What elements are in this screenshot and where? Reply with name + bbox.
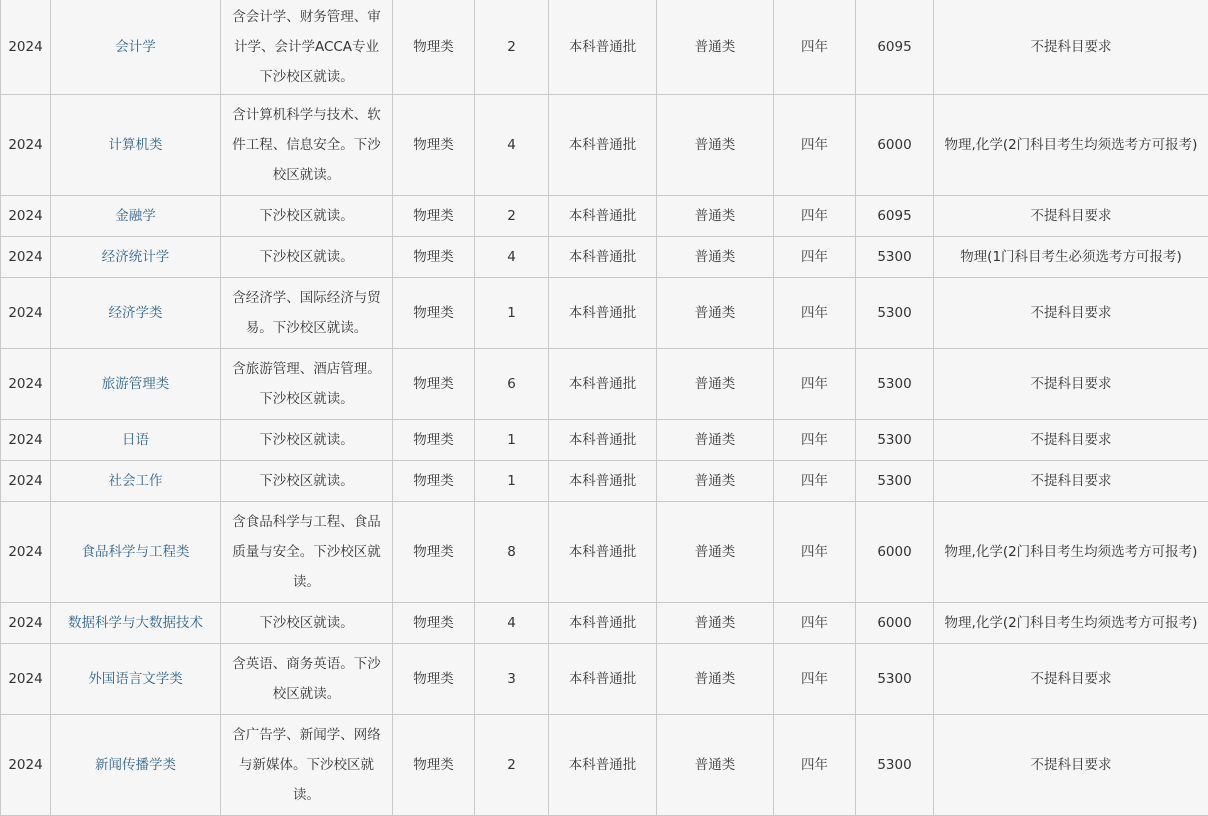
major-cell (51, 0, 221, 95)
table-body (1, 0, 1208, 816)
table-row (1, 461, 1208, 502)
remark-cell: 下沙校区就读。 (221, 420, 393, 461)
major-link[interactable]: 数据科学与大数据技术 (68, 615, 203, 631)
table-row (1, 196, 1208, 237)
tuition-cell: 5300 (856, 420, 934, 461)
tuition-cell: 6095 (856, 0, 934, 95)
table-row (1, 0, 1208, 95)
table-row (1, 349, 1208, 420)
remark-cell: 含会计学、财务管理、审计学、会计学ACCA专业下沙校区就读。 (221, 0, 393, 95)
batch-cell: 本科普通批 (549, 278, 657, 349)
plan-count-cell: 4 (475, 603, 549, 644)
major-link[interactable]: 社会工作 (109, 473, 163, 489)
duration-cell: 四年 (774, 603, 856, 644)
tuition-cell: 5300 (856, 461, 934, 502)
plan-count-cell: 1 (475, 278, 549, 349)
year-cell: 2024 (1, 420, 51, 461)
year-cell: 2024 (1, 603, 51, 644)
year-cell: 2024 (1, 502, 51, 603)
major-cell (51, 196, 221, 237)
remark-cell: 含经济学、国际经济与贸易。下沙校区就读。 (221, 278, 393, 349)
major-cell (51, 278, 221, 349)
plan-count-cell: 6 (475, 349, 549, 420)
tuition-cell: 5300 (856, 349, 934, 420)
major-link[interactable]: 经济学类 (109, 305, 163, 321)
subject-requirement-cell: 不提科目要求 (934, 349, 1208, 420)
plan-count-cell: 2 (475, 196, 549, 237)
remark-cell: 下沙校区就读。 (221, 196, 393, 237)
table-row (1, 237, 1208, 278)
remark-cell: 下沙校区就读。 (221, 461, 393, 502)
batch-cell: 本科普通批 (549, 349, 657, 420)
major-cell (51, 349, 221, 420)
tuition-cell: 5300 (856, 278, 934, 349)
major-link[interactable]: 会计学 (115, 39, 156, 55)
subject-type-cell: 物理类 (393, 278, 475, 349)
plan-count-cell: 4 (475, 95, 549, 196)
subject-requirement-cell: 不提科目要求 (934, 278, 1208, 349)
tuition-cell: 5300 (856, 715, 934, 816)
year-cell: 2024 (1, 278, 51, 349)
major-cell (51, 95, 221, 196)
subject-type-cell: 物理类 (393, 237, 475, 278)
major-cell (51, 502, 221, 603)
category-cell: 普通类 (657, 420, 774, 461)
batch-cell: 本科普通批 (549, 420, 657, 461)
table-row (1, 278, 1208, 349)
subject-type-cell: 物理类 (393, 502, 475, 603)
duration-cell: 四年 (774, 715, 856, 816)
subject-requirement-cell: 物理(1门科目考生必须选考方可报考) (934, 237, 1208, 278)
duration-cell: 四年 (774, 644, 856, 715)
year-cell: 2024 (1, 0, 51, 95)
tuition-cell: 6095 (856, 196, 934, 237)
plan-count-cell: 2 (475, 0, 549, 95)
major-link[interactable]: 日语 (122, 432, 149, 448)
category-cell: 普通类 (657, 715, 774, 816)
year-cell: 2024 (1, 461, 51, 502)
table-row (1, 420, 1208, 461)
subject-type-cell: 物理类 (393, 461, 475, 502)
tuition-cell: 6000 (856, 603, 934, 644)
major-link[interactable]: 旅游管理类 (102, 376, 170, 392)
category-cell: 普通类 (657, 0, 774, 95)
category-cell: 普通类 (657, 644, 774, 715)
subject-requirement-cell: 不提科目要求 (934, 0, 1208, 95)
category-cell: 普通类 (657, 196, 774, 237)
duration-cell: 四年 (774, 237, 856, 278)
tuition-cell: 5300 (856, 644, 934, 715)
plan-count-cell: 8 (475, 502, 549, 603)
duration-cell: 四年 (774, 278, 856, 349)
subject-type-cell: 物理类 (393, 95, 475, 196)
subject-type-cell: 物理类 (393, 196, 475, 237)
year-cell: 2024 (1, 196, 51, 237)
major-cell (51, 715, 221, 816)
batch-cell: 本科普通批 (549, 603, 657, 644)
batch-cell: 本科普通批 (549, 237, 657, 278)
major-link[interactable]: 新闻传播学类 (95, 757, 176, 773)
remark-cell: 含英语、商务英语。下沙校区就读。 (221, 644, 393, 715)
category-cell: 普通类 (657, 237, 774, 278)
batch-cell: 本科普通批 (549, 0, 657, 95)
table-row (1, 644, 1208, 715)
subject-requirement-cell: 不提科目要求 (934, 420, 1208, 461)
category-cell: 普通类 (657, 278, 774, 349)
major-cell (51, 237, 221, 278)
year-cell: 2024 (1, 349, 51, 420)
category-cell: 普通类 (657, 502, 774, 603)
duration-cell: 四年 (774, 349, 856, 420)
table-row (1, 95, 1208, 196)
duration-cell: 四年 (774, 95, 856, 196)
major-cell (51, 644, 221, 715)
major-link[interactable]: 计算机类 (109, 137, 163, 153)
major-link[interactable]: 经济统计学 (102, 249, 170, 265)
category-cell: 普通类 (657, 349, 774, 420)
category-cell: 普通类 (657, 461, 774, 502)
batch-cell: 本科普通批 (549, 196, 657, 237)
category-cell: 普通类 (657, 603, 774, 644)
duration-cell: 四年 (774, 461, 856, 502)
year-cell: 2024 (1, 237, 51, 278)
plan-count-cell: 3 (475, 644, 549, 715)
subject-requirement-cell: 不提科目要求 (934, 644, 1208, 715)
major-link[interactable]: 食品科学与工程类 (82, 544, 190, 560)
year-cell: 2024 (1, 715, 51, 816)
remark-cell: 下沙校区就读。 (221, 237, 393, 278)
major-link[interactable]: 外国语言文学类 (88, 671, 183, 687)
plan-count-cell: 1 (475, 420, 549, 461)
remark-cell: 含旅游管理、酒店管理。下沙校区就读。 (221, 349, 393, 420)
major-cell (51, 603, 221, 644)
table-row (1, 502, 1208, 603)
tuition-cell: 6000 (856, 502, 934, 603)
subject-requirement-cell: 物理,化学(2门科目考生均须选考方可报考) (934, 603, 1208, 644)
remark-cell: 含食品科学与工程、食品质量与安全。下沙校区就读。 (221, 502, 393, 603)
subject-type-cell: 物理类 (393, 644, 475, 715)
year-cell: 2024 (1, 95, 51, 196)
major-cell (51, 461, 221, 502)
batch-cell: 本科普通批 (549, 644, 657, 715)
subject-requirement-cell: 不提科目要求 (934, 196, 1208, 237)
remark-cell: 下沙校区就读。 (221, 603, 393, 644)
category-cell: 普通类 (657, 95, 774, 196)
duration-cell: 四年 (774, 502, 856, 603)
plan-count-cell: 1 (475, 461, 549, 502)
tuition-cell: 5300 (856, 237, 934, 278)
subject-type-cell: 物理类 (393, 420, 475, 461)
table-row (1, 715, 1208, 816)
batch-cell: 本科普通批 (549, 461, 657, 502)
major-cell (51, 420, 221, 461)
subject-requirement-cell: 不提科目要求 (934, 461, 1208, 502)
subject-type-cell: 物理类 (393, 603, 475, 644)
duration-cell: 四年 (774, 196, 856, 237)
subject-requirement-cell: 物理,化学(2门科目考生均须选考方可报考) (934, 95, 1208, 196)
plan-count-cell: 2 (475, 715, 549, 816)
remark-cell: 含广告学、新闻学、网络与新媒体。下沙校区就读。 (221, 715, 393, 816)
batch-cell: 本科普通批 (549, 95, 657, 196)
batch-cell: 本科普通批 (549, 502, 657, 603)
batch-cell: 本科普通批 (549, 715, 657, 816)
tuition-cell: 6000 (856, 95, 934, 196)
duration-cell: 四年 (774, 420, 856, 461)
plan-count-cell: 4 (475, 237, 549, 278)
subject-type-cell: 物理类 (393, 349, 475, 420)
duration-cell: 四年 (774, 0, 856, 95)
table-row (1, 603, 1208, 644)
subject-type-cell: 物理类 (393, 715, 475, 816)
subject-requirement-cell: 不提科目要求 (934, 715, 1208, 816)
subject-type-cell: 物理类 (393, 0, 475, 95)
remark-cell: 含计算机科学与技术、软件工程、信息安全。下沙校区就读。 (221, 95, 393, 196)
major-link[interactable]: 金融学 (115, 208, 156, 224)
year-cell: 2024 (1, 644, 51, 715)
subject-requirement-cell: 物理,化学(2门科目考生均须选考方可报考) (934, 502, 1208, 603)
